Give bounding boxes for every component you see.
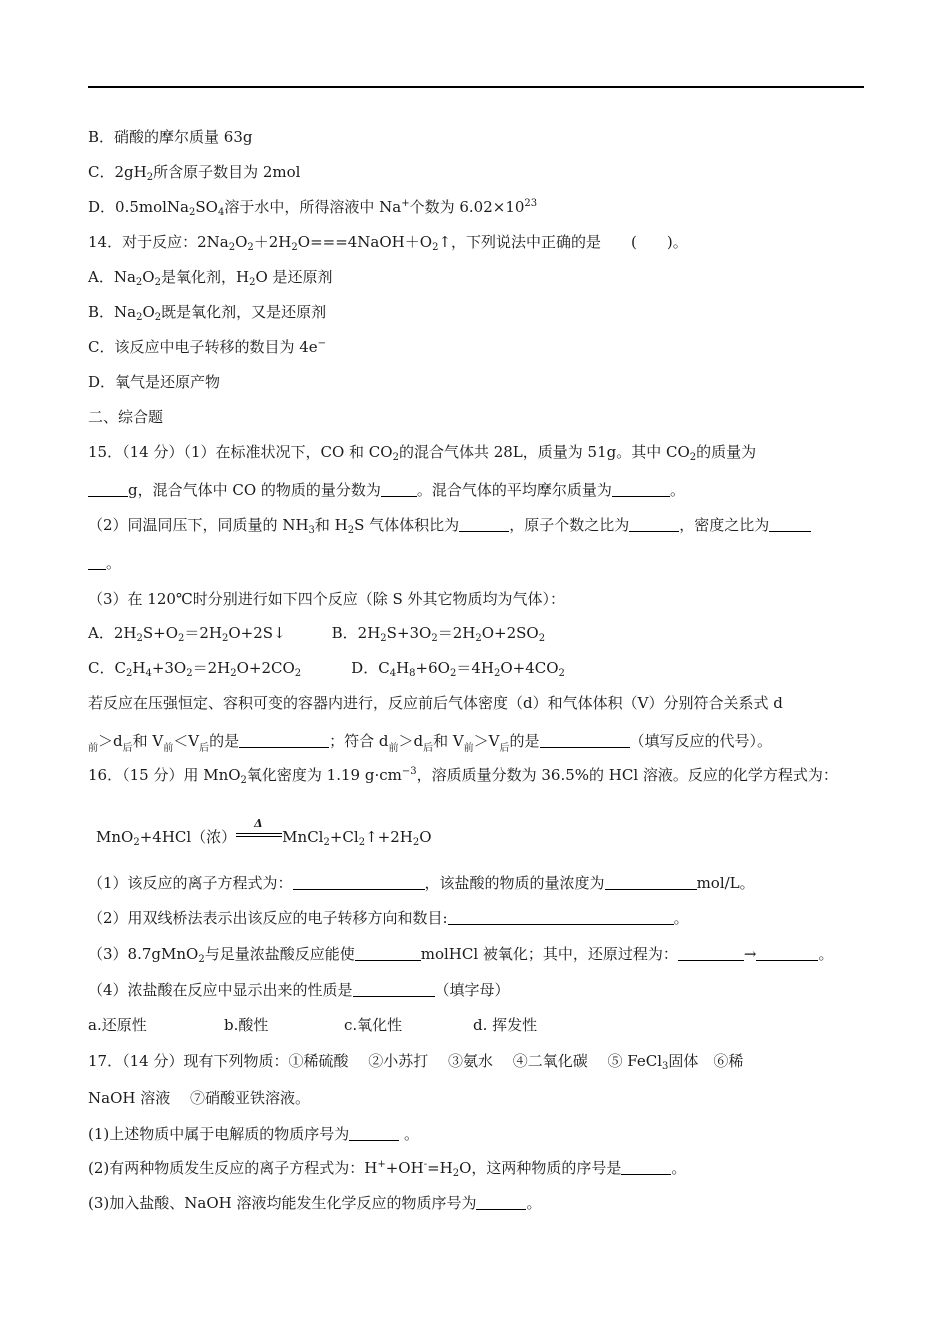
- q13-option-b: B．硝酸的摩尔质量 63g: [88, 128, 253, 146]
- header-rule: [88, 86, 864, 88]
- answer-blank[interactable]: [605, 875, 697, 890]
- answer-blank[interactable]: [353, 982, 435, 997]
- q17-part-3: (3)加入盐酸、NaOH 溶液均能发生化学反应的物质序号为 。: [88, 1194, 542, 1212]
- q16-options: a.还原性 b.酸性 c.氧化性 d. 挥发性: [88, 1016, 538, 1034]
- answer-blank[interactable]: [88, 482, 128, 497]
- q14-option-c: C．该反应中电子转移的数目为 4e−: [88, 338, 327, 356]
- q16-part-4: （4）浓盐酸在反应中显示出来的性质是 （填字母）: [88, 981, 510, 999]
- q15-reactions-ab: A．$2H_2S+O_2=2H_2O+2S↓$ B．$2H_2S+3O_2=2H_2O+2SO_2$: [88, 624, 546, 644]
- answer-blank[interactable]: [88, 555, 106, 570]
- answer-blank[interactable]: [769, 517, 811, 532]
- answer-blank[interactable]: [239, 733, 329, 748]
- section-heading: 二、综合题: [88, 408, 164, 426]
- answer-blank[interactable]: [381, 482, 417, 497]
- q14-option-d: D．氧气是还原产物: [88, 373, 221, 391]
- q15-line-1: 15．（14 分）（1）在标准状况下，CO 和 $CO_2$的混合气体共 28L，质量为 51g。其中 $CO_2$的质量为: [88, 443, 757, 463]
- q17-part-1: (1)上述物质中属于电解质的物质序号为 。: [88, 1125, 420, 1143]
- q15-line-4: 。: [88, 553, 121, 573]
- q17-stem: 17．（14 分）现有下列物质：①稀硫酸 ②小苏打 ③氨水 ④二氧化碳 ⑤ FeCl$_3$固体 ⑥稀: [88, 1052, 744, 1072]
- q15-line-8: 若反应在压强恒定、容积可变的容器内进行，反应前后气体密度（d）和气体体积（V）分别符合关系式 d: [88, 694, 783, 712]
- answer-blank[interactable]: [293, 875, 425, 890]
- q15-line-3: （2）同温同压下，同质量的 $NH_3$和 $H_2S$ 气体体积比为 ，原子个数之比为 ，密度之比为: [88, 515, 811, 535]
- q14-option-a: A．$Na_2O_2$是氧化剂，$H_2O$ 是还原剂: [88, 268, 333, 288]
- q16-stem: 16．（15 分）用 MnO$_2$氧化密度为 1.19 $g\cdot cm^{-3}$，溶质质量分数为 36.5%的 HCl 溶液。反应的化学方程式为：: [88, 766, 838, 786]
- q15-line-9: $_前>d_后$和 $V_前<V_后$的是 ；符合 $d_前>d_后$和 $V_前>V_后$的是 （填写反应的代号）。: [88, 732, 773, 754]
- answer-blank[interactable]: [355, 946, 421, 961]
- answer-blank[interactable]: [621, 1160, 671, 1175]
- answer-blank[interactable]: [629, 517, 679, 532]
- answer-blank[interactable]: [448, 910, 674, 925]
- answer-blank[interactable]: [349, 1126, 399, 1141]
- q16-equation: MnO$_2$+4HCl（浓） Δ $MnCl_2+Cl_2↑+2H_2O$: [96, 817, 432, 848]
- answer-blank[interactable]: [540, 733, 630, 748]
- q15-line-2: g，混合气体中 CO 的物质的量分数为 。混合气体的平均摩尔质量为 。: [88, 480, 685, 500]
- answer-blank[interactable]: [459, 517, 509, 532]
- answer-blank[interactable]: [612, 482, 670, 497]
- q14-stem: 14．对于反应：$2Na_2O_2+2H_2O===4NaOH+O_2↑$，下列说法中正确的是 ( )。: [88, 233, 688, 253]
- answer-blank[interactable]: [476, 1195, 526, 1210]
- q15-line-5: （3）在 120℃时分别进行如下四个反应（除 S 外其它物质均为气体）：: [88, 590, 566, 608]
- q16-part-1: （1）该反应的离子方程式为： ，该盐酸的物质的量浓度为 mol/L。: [88, 874, 755, 892]
- q17-stem-2: NaOH 溶液 ⑦硝酸亚铁溶液。: [88, 1089, 310, 1107]
- q13-option-c: C．$2gH_2$所含原子数目为 2mol: [88, 163, 301, 183]
- heat-arrow-icon: Δ: [236, 826, 282, 846]
- q13-option-d: D．$0.5molNa_2SO_4$溶于水中，所得溶液中 Na+个数为 $6.02\times 10^{23}$: [88, 198, 538, 218]
- answer-blank[interactable]: [678, 946, 744, 961]
- q17-part-2: (2)有两种物质发生反应的离子方程式为：$H^++OH^-=H_2O$，这两种物质的序号是 。: [88, 1159, 687, 1179]
- q15-reactions-cd: C．$C_2H_4+3O_2=2H_2O+2CO_2$ D．$C_4H_8+6O_2=4H_2O+4CO_2$: [88, 659, 565, 679]
- q16-part-3: （3）8.7gMnO$_2$与足量浓盐酸反应能使 molHCl 被氧化；其中，还原过程为： → 。: [88, 945, 834, 965]
- q16-part-2: （2）用双线桥法表示出该反应的电子转移方向和数目: 。: [88, 909, 689, 927]
- q14-option-b: B．$Na_2O_2$既是氧化剂，又是还原剂: [88, 303, 327, 323]
- answer-blank[interactable]: [756, 946, 818, 961]
